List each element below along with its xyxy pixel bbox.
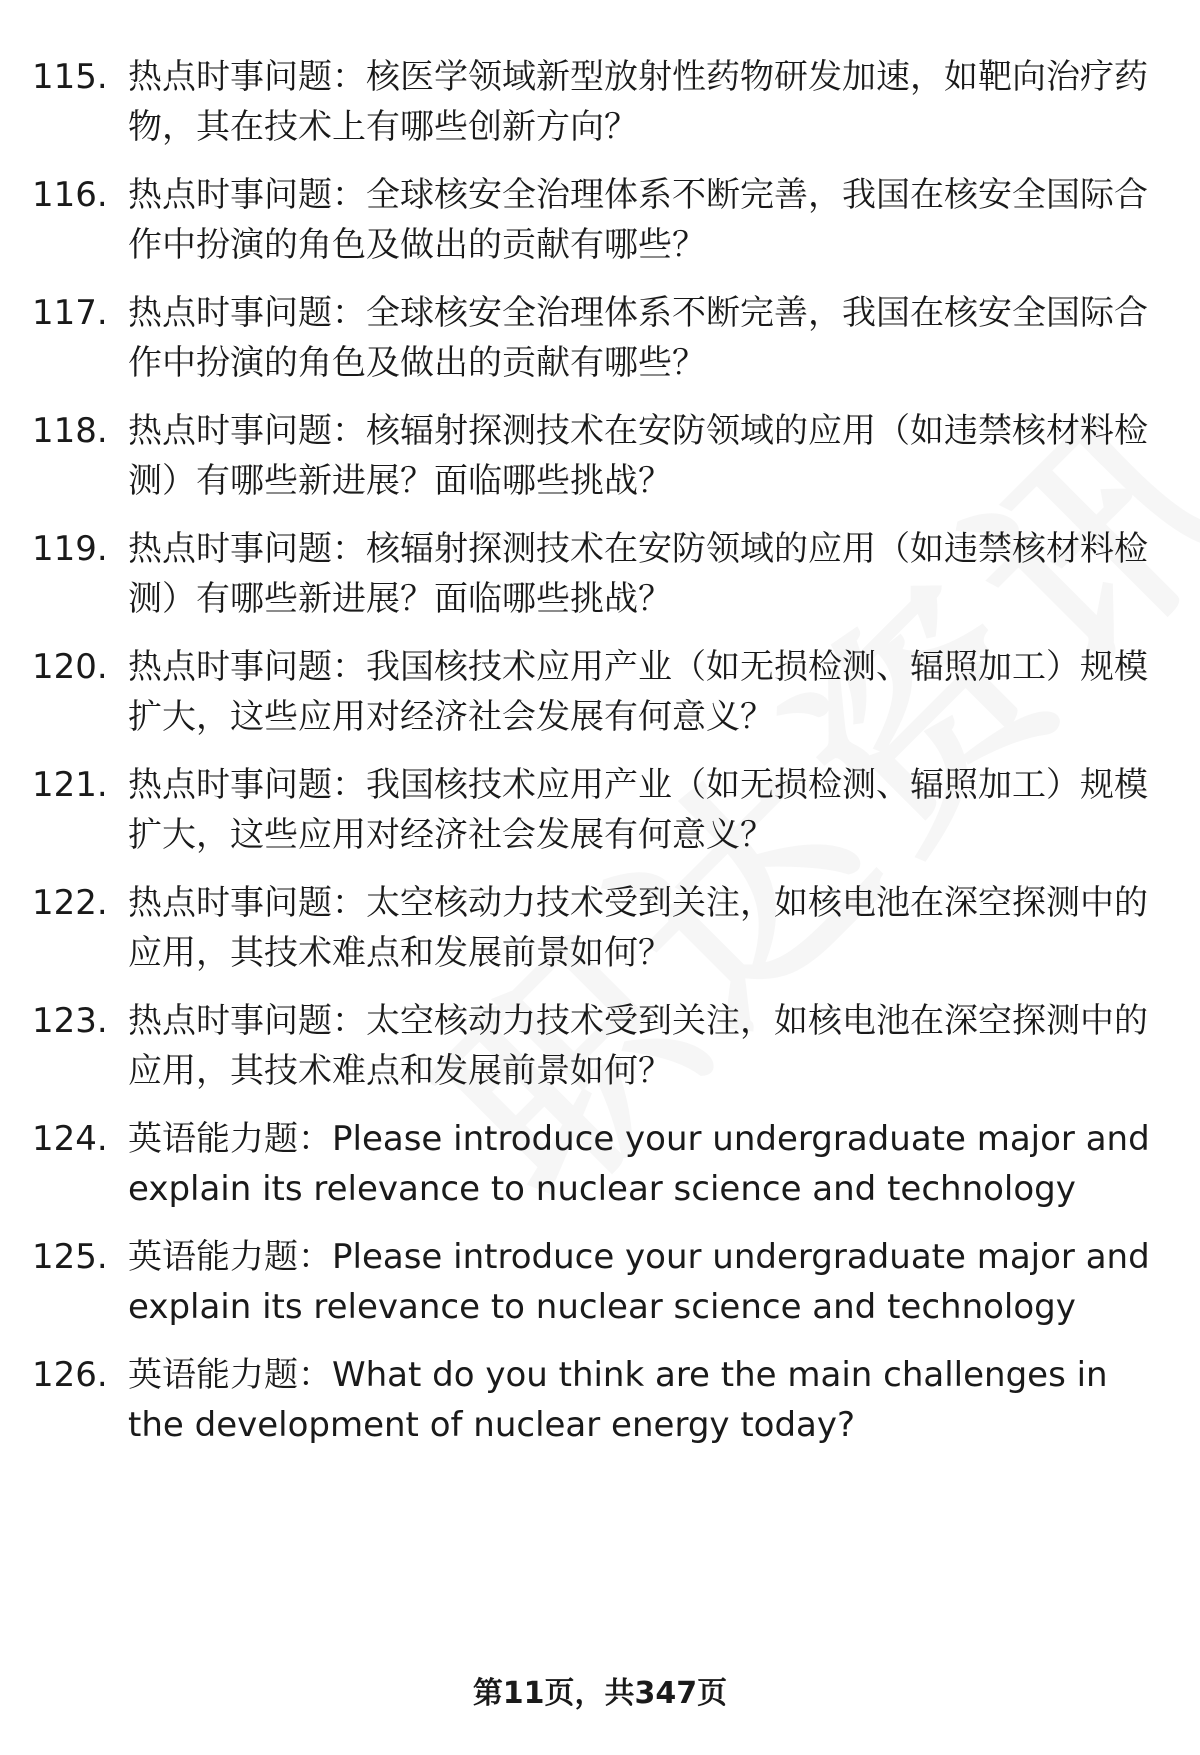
question-text: 热点时事问题：我国核技术应用产业（如无损检测、辐照加工）规模扩大，这些应用对经济社会发展有何意义？ <box>128 647 1148 737</box>
question-item <box>0 1350 1200 1460</box>
page-footer: 第11页，共347页 <box>472 1676 728 1711</box>
question-text: 热点时事问题：太空核动力技术受到关注，如核电池在深空探测中的应用，其技术难点和发展前景如何？ <box>128 883 1148 973</box>
question-item <box>0 996 1200 1106</box>
question-text: 热点时事问题：太空核动力技术受到关注，如核电池在深空探测中的应用，其技术难点和发展前景如何？ <box>128 1001 1148 1091</box>
question-item <box>0 1232 1200 1342</box>
question-number: 125. <box>32 1237 108 1277</box>
question-text: 热点时事问题：全球核安全治理体系不断完善，我国在核安全国际合作中扮演的角色及做出的贡献有哪些？ <box>128 175 1148 265</box>
question-item <box>0 170 1200 280</box>
question-number: 121. <box>32 765 108 805</box>
question-text: 热点时事问题：核辐射探测技术在安防领域的应用（如违禁核材料检测）有哪些新进展？面临哪些挑战？ <box>128 411 1148 501</box>
question-item <box>0 52 1200 162</box>
question-text: 热点时事问题：我国核技术应用产业（如无损检测、辐照加工）规模扩大，这些应用对经济社会发展有何意义？ <box>128 765 1148 855</box>
question-number: 119. <box>32 529 108 569</box>
question-number: 115. <box>32 57 108 97</box>
question-number: 120. <box>32 647 108 687</box>
question-number: 123. <box>32 1001 108 1041</box>
question-item <box>0 878 1200 988</box>
question-number: 124. <box>32 1119 108 1159</box>
question-number: 117. <box>32 293 108 333</box>
question-number: 118. <box>32 411 108 451</box>
question-item <box>0 642 1200 752</box>
question-item <box>0 288 1200 398</box>
question-text: 英语能力题：Please introduce your undergraduate major and explain its relevance to nuclear science and technology <box>128 1237 1150 1327</box>
question-item <box>0 1114 1200 1224</box>
question-number: 122. <box>32 883 108 923</box>
question-text: 英语能力题：Please introduce your undergraduate major and explain its relevance to nuclear science and technology <box>128 1119 1150 1209</box>
question-number: 126. <box>32 1355 108 1395</box>
question-item <box>0 406 1200 516</box>
question-text: 英语能力题：What do you think are the main challenges in the development of nuclear energy today? <box>128 1355 1108 1445</box>
question-text: 热点时事问题：核医学领域新型放射性药物研发加速，如靶向治疗药物，其在技术上有哪些创新方向？ <box>128 57 1148 147</box>
question-text: 热点时事问题：核辐射探测技术在安防领域的应用（如违禁核材料检测）有哪些新进展？面临哪些挑战？ <box>128 529 1148 619</box>
question-item <box>0 524 1200 634</box>
question-item <box>0 760 1200 870</box>
question-number: 116. <box>32 175 108 215</box>
question-text: 热点时事问题：全球核安全治理体系不断完善，我国在核安全国际合作中扮演的角色及做出的贡献有哪些？ <box>128 293 1148 383</box>
